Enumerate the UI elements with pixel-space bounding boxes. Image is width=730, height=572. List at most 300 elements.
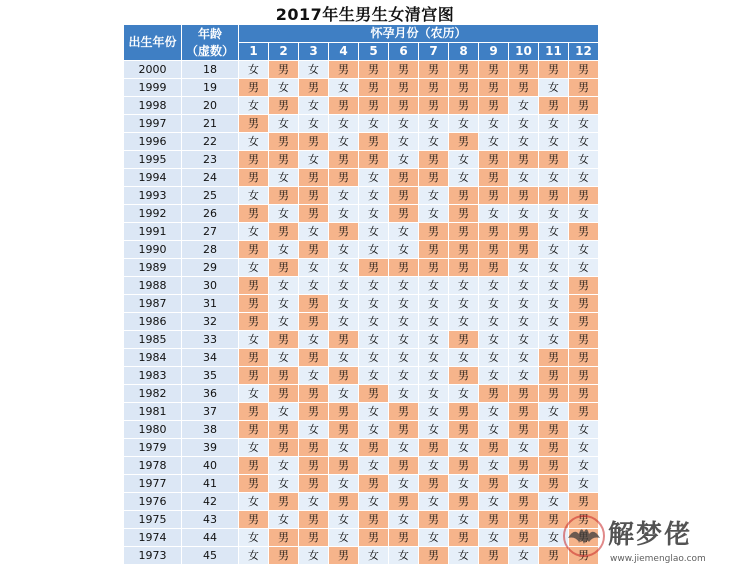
girl-cell: 女: [389, 223, 419, 241]
boy-cell: 男: [389, 259, 419, 277]
birth-year-cell: 1992: [124, 205, 182, 223]
girl-cell: 女: [479, 367, 509, 385]
boy-cell: 男: [509, 529, 539, 547]
girl-cell: 女: [539, 331, 569, 349]
table-row: [124, 313, 599, 331]
boy-cell: 男: [329, 547, 359, 565]
table-row: [124, 259, 599, 277]
girl-cell: 女: [359, 367, 389, 385]
boy-cell: 男: [539, 151, 569, 169]
girl-cell: 女: [539, 133, 569, 151]
age-cell: 29: [182, 259, 239, 277]
header-month-4: 4: [329, 43, 359, 61]
boy-cell: 男: [479, 475, 509, 493]
girl-cell: 女: [299, 331, 329, 349]
girl-cell: 女: [269, 79, 299, 97]
table-row: [124, 367, 599, 385]
boy-cell: 男: [299, 457, 329, 475]
boy-cell: 男: [479, 79, 509, 97]
girl-cell: 女: [479, 313, 509, 331]
boy-cell: 男: [329, 151, 359, 169]
boy-cell: 男: [329, 223, 359, 241]
girl-cell: 女: [389, 133, 419, 151]
boy-cell: 男: [269, 529, 299, 547]
header-month-7: 7: [419, 43, 449, 61]
girl-cell: 女: [299, 547, 329, 565]
boy-cell: 男: [569, 97, 599, 115]
girl-cell: 女: [449, 277, 479, 295]
birth-year-cell: 1991: [124, 223, 182, 241]
girl-cell: 女: [269, 313, 299, 331]
header-month-3: 3: [299, 43, 329, 61]
boy-cell: 男: [539, 547, 569, 565]
age-cell: 23: [182, 151, 239, 169]
boy-cell: 男: [299, 133, 329, 151]
table-row: [124, 133, 599, 151]
girl-cell: 女: [479, 133, 509, 151]
boy-cell: 男: [569, 331, 599, 349]
girl-cell: 女: [359, 547, 389, 565]
girl-cell: 女: [299, 421, 329, 439]
birth-year-cell: 1993: [124, 187, 182, 205]
boy-cell: 男: [539, 97, 569, 115]
boy-cell: 男: [569, 223, 599, 241]
girl-cell: 女: [359, 277, 389, 295]
boy-cell: 男: [419, 79, 449, 97]
age-cell: 41: [182, 475, 239, 493]
girl-cell: 女: [509, 295, 539, 313]
boy-cell: 男: [329, 367, 359, 385]
boy-cell: 男: [539, 187, 569, 205]
boy-cell: 男: [299, 529, 329, 547]
boy-cell: 男: [269, 223, 299, 241]
girl-cell: 女: [509, 133, 539, 151]
boy-cell: 男: [299, 475, 329, 493]
girl-cell: 女: [329, 133, 359, 151]
girl-cell: 女: [479, 295, 509, 313]
girl-cell: 女: [539, 403, 569, 421]
boy-cell: 男: [299, 205, 329, 223]
boy-cell: 男: [509, 511, 539, 529]
table-row: [124, 169, 599, 187]
boy-cell: 男: [509, 241, 539, 259]
boy-cell: 男: [449, 241, 479, 259]
girl-cell: 女: [419, 421, 449, 439]
age-cell: 27: [182, 223, 239, 241]
boy-cell: 男: [239, 367, 269, 385]
boy-cell: 男: [509, 61, 539, 79]
girl-cell: 女: [269, 169, 299, 187]
boy-cell: 男: [239, 403, 269, 421]
age-cell: 22: [182, 133, 239, 151]
girl-cell: 女: [389, 475, 419, 493]
header-birth-year: 出生年份: [124, 25, 182, 61]
boy-cell: 男: [479, 547, 509, 565]
boy-cell: 男: [419, 151, 449, 169]
page-title: 2017年生男生女清宫图: [275, 5, 455, 24]
boy-cell: 男: [359, 97, 389, 115]
header-age-line2: （虚数）: [185, 43, 234, 58]
bat-logo-icon: [562, 514, 606, 558]
girl-cell: 女: [569, 205, 599, 223]
boy-cell: 男: [419, 61, 449, 79]
girl-cell: 女: [239, 529, 269, 547]
boy-cell: 男: [299, 385, 329, 403]
boy-cell: 男: [389, 187, 419, 205]
girl-cell: 女: [569, 169, 599, 187]
boy-cell: 男: [239, 151, 269, 169]
boy-cell: 男: [299, 79, 329, 97]
boy-cell: 男: [239, 277, 269, 295]
boy-cell: 男: [239, 169, 269, 187]
boy-cell: 男: [389, 421, 419, 439]
boy-cell: 男: [479, 241, 509, 259]
table-row: [124, 151, 599, 169]
header-month-11: 11: [539, 43, 569, 61]
boy-cell: 男: [539, 511, 569, 529]
boy-cell: 男: [389, 529, 419, 547]
boy-cell: 男: [389, 205, 419, 223]
boy-cell: 男: [239, 115, 269, 133]
boy-cell: 男: [239, 421, 269, 439]
table-row: [124, 241, 599, 259]
boy-cell: 男: [299, 169, 329, 187]
girl-cell: 女: [269, 115, 299, 133]
boy-cell: 男: [509, 385, 539, 403]
age-cell: 43: [182, 511, 239, 529]
boy-cell: 男: [359, 385, 389, 403]
girl-cell: 女: [449, 511, 479, 529]
boy-cell: 男: [569, 547, 599, 565]
girl-cell: 女: [419, 331, 449, 349]
boy-cell: 男: [449, 529, 479, 547]
girl-cell: 女: [389, 151, 419, 169]
girl-cell: 女: [479, 421, 509, 439]
boy-cell: 男: [359, 79, 389, 97]
girl-cell: 女: [299, 493, 329, 511]
boy-cell: 男: [389, 403, 419, 421]
age-cell: 18: [182, 61, 239, 79]
girl-cell: 女: [299, 223, 329, 241]
girl-cell: 女: [419, 187, 449, 205]
girl-cell: 女: [569, 421, 599, 439]
birth-year-cell: 1978: [124, 457, 182, 475]
girl-cell: 女: [269, 457, 299, 475]
boy-cell: 男: [479, 439, 509, 457]
birth-year-cell: 1983: [124, 367, 182, 385]
boy-cell: 男: [329, 61, 359, 79]
boy-cell: 男: [419, 511, 449, 529]
boy-cell: 男: [359, 133, 389, 151]
boy-cell: 男: [509, 223, 539, 241]
boy-cell: 男: [479, 169, 509, 187]
table-row: [124, 439, 599, 457]
girl-cell: 女: [479, 349, 509, 367]
table-row: [124, 331, 599, 349]
girl-cell: 女: [239, 223, 269, 241]
table-row: [124, 457, 599, 475]
girl-cell: 女: [239, 187, 269, 205]
boy-cell: 男: [329, 457, 359, 475]
boy-cell: 男: [419, 223, 449, 241]
watermark-text: 解梦佬: [608, 520, 693, 550]
girl-cell: 女: [239, 493, 269, 511]
boy-cell: 男: [419, 259, 449, 277]
table-row: [124, 205, 599, 223]
header-month-8: 8: [449, 43, 479, 61]
boy-cell: 男: [269, 97, 299, 115]
boy-cell: 男: [509, 79, 539, 97]
girl-cell: 女: [389, 349, 419, 367]
boy-cell: 男: [449, 205, 479, 223]
boy-cell: 男: [269, 421, 299, 439]
birth-year-cell: 1994: [124, 169, 182, 187]
girl-cell: 女: [359, 421, 389, 439]
boy-cell: 男: [569, 295, 599, 313]
girl-cell: 女: [239, 61, 269, 79]
boy-cell: 男: [359, 151, 389, 169]
boy-cell: 男: [239, 79, 269, 97]
boy-cell: 男: [329, 421, 359, 439]
boy-cell: 男: [239, 313, 269, 331]
age-cell: 28: [182, 241, 239, 259]
girl-cell: 女: [239, 133, 269, 151]
girl-cell: 女: [299, 61, 329, 79]
girl-cell: 女: [269, 205, 299, 223]
boy-cell: 男: [449, 331, 479, 349]
boy-cell: 男: [329, 403, 359, 421]
girl-cell: 女: [419, 493, 449, 511]
boy-cell: 男: [419, 439, 449, 457]
girl-cell: 女: [389, 511, 419, 529]
girl-cell: 女: [539, 493, 569, 511]
boy-cell: 男: [449, 223, 479, 241]
girl-cell: 女: [389, 115, 419, 133]
boy-cell: 男: [239, 241, 269, 259]
boy-cell: 男: [479, 97, 509, 115]
boy-cell: 男: [569, 367, 599, 385]
boy-cell: 男: [479, 223, 509, 241]
girl-cell: 女: [539, 277, 569, 295]
boy-cell: 男: [269, 133, 299, 151]
girl-cell: 女: [239, 385, 269, 403]
boy-cell: 男: [239, 349, 269, 367]
age-cell: 20: [182, 97, 239, 115]
girl-cell: 女: [419, 349, 449, 367]
boy-cell: 男: [569, 61, 599, 79]
boy-cell: 男: [449, 97, 479, 115]
boy-cell: 男: [299, 187, 329, 205]
birth-year-cell: 1998: [124, 97, 182, 115]
birth-year-cell: 1995: [124, 151, 182, 169]
table-row: [124, 385, 599, 403]
table-row: [124, 295, 599, 313]
age-cell: 30: [182, 277, 239, 295]
birth-year-cell: 1981: [124, 403, 182, 421]
girl-cell: 女: [329, 205, 359, 223]
table-row: [124, 187, 599, 205]
boy-cell: 男: [479, 61, 509, 79]
boy-cell: 男: [269, 151, 299, 169]
table-row: [124, 511, 599, 529]
header-month-2: 2: [269, 43, 299, 61]
boy-cell: 男: [509, 403, 539, 421]
girl-cell: 女: [479, 331, 509, 349]
girl-cell: 女: [449, 349, 479, 367]
girl-cell: 女: [269, 349, 299, 367]
boy-cell: 男: [269, 331, 299, 349]
boy-cell: 男: [419, 475, 449, 493]
watermark-url: www.jiemenglao.com: [610, 554, 706, 564]
boy-cell: 男: [449, 457, 479, 475]
girl-cell: 女: [329, 277, 359, 295]
table-row: [124, 349, 599, 367]
boy-cell: 男: [269, 187, 299, 205]
boy-cell: 男: [449, 133, 479, 151]
boy-cell: 男: [449, 259, 479, 277]
girl-cell: 女: [569, 457, 599, 475]
boy-cell: 男: [389, 169, 419, 187]
girl-cell: 女: [509, 205, 539, 223]
boy-cell: 男: [269, 385, 299, 403]
table-row: [124, 61, 599, 79]
boy-cell: 男: [239, 457, 269, 475]
girl-cell: 女: [539, 313, 569, 331]
table-row: [124, 529, 599, 547]
age-cell: 35: [182, 367, 239, 385]
girl-cell: 女: [419, 385, 449, 403]
birth-year-cell: 2000: [124, 61, 182, 79]
girl-cell: 女: [359, 205, 389, 223]
girl-cell: 女: [359, 457, 389, 475]
girl-cell: 女: [329, 79, 359, 97]
girl-cell: 女: [299, 115, 329, 133]
boy-cell: 男: [329, 169, 359, 187]
girl-cell: 女: [329, 529, 359, 547]
girl-cell: 女: [419, 403, 449, 421]
girl-cell: 女: [539, 223, 569, 241]
girl-cell: 女: [389, 241, 419, 259]
girl-cell: 女: [419, 367, 449, 385]
boy-cell: 男: [539, 367, 569, 385]
boy-cell: 男: [569, 493, 599, 511]
girl-cell: 女: [569, 439, 599, 457]
header-month-10: 10: [509, 43, 539, 61]
girl-cell: 女: [359, 349, 389, 367]
girl-cell: 女: [539, 79, 569, 97]
age-cell: 45: [182, 547, 239, 565]
birth-year-cell: 1996: [124, 133, 182, 151]
boy-cell: 男: [509, 421, 539, 439]
girl-cell: 女: [569, 151, 599, 169]
boy-cell: 男: [419, 97, 449, 115]
boy-cell: 男: [539, 385, 569, 403]
boy-cell: 男: [539, 457, 569, 475]
girl-cell: 女: [539, 529, 569, 547]
boy-cell: 男: [239, 295, 269, 313]
age-cell: 34: [182, 349, 239, 367]
boy-cell: 男: [569, 385, 599, 403]
boy-cell: 男: [239, 205, 269, 223]
girl-cell: 女: [419, 295, 449, 313]
girl-cell: 女: [539, 241, 569, 259]
age-cell: 25: [182, 187, 239, 205]
girl-cell: 女: [509, 97, 539, 115]
girl-cell: 女: [539, 205, 569, 223]
header-row: [124, 25, 599, 43]
header-month-1: 1: [239, 43, 269, 61]
table-row: [124, 223, 599, 241]
age-cell: 32: [182, 313, 239, 331]
birth-year-cell: 1974: [124, 529, 182, 547]
girl-cell: 女: [479, 277, 509, 295]
boy-cell: 男: [509, 187, 539, 205]
birth-year-cell: 1980: [124, 421, 182, 439]
boy-cell: 男: [389, 79, 419, 97]
girl-cell: 女: [329, 439, 359, 457]
girl-cell: 女: [509, 115, 539, 133]
boy-cell: 男: [569, 79, 599, 97]
girl-cell: 女: [539, 169, 569, 187]
age-cell: 36: [182, 385, 239, 403]
girl-cell: 女: [419, 133, 449, 151]
boy-cell: 男: [269, 439, 299, 457]
girl-cell: 女: [419, 529, 449, 547]
birth-year-cell: 1979: [124, 439, 182, 457]
birth-year-cell: 1982: [124, 385, 182, 403]
girl-cell: 女: [329, 259, 359, 277]
header-months-label: 怀孕月份（农历）: [239, 25, 599, 43]
table-row: [124, 421, 599, 439]
girl-cell: 女: [449, 547, 479, 565]
girl-cell: 女: [269, 475, 299, 493]
header-month-6: 6: [389, 43, 419, 61]
girl-cell: 女: [509, 367, 539, 385]
girl-cell: 女: [509, 259, 539, 277]
table-row: [124, 547, 599, 565]
boy-cell: 男: [569, 511, 599, 529]
girl-cell: 女: [389, 385, 419, 403]
boy-cell: 男: [299, 439, 329, 457]
birth-year-cell: 1997: [124, 115, 182, 133]
boy-cell: 男: [509, 457, 539, 475]
boy-cell: 男: [449, 187, 479, 205]
boy-cell: 男: [449, 79, 479, 97]
girl-cell: 女: [329, 187, 359, 205]
birth-year-cell: 1987: [124, 295, 182, 313]
boy-cell: 男: [269, 493, 299, 511]
age-cell: 37: [182, 403, 239, 421]
age-cell: 38: [182, 421, 239, 439]
girl-cell: 女: [359, 115, 389, 133]
age-cell: 19: [182, 79, 239, 97]
birth-year-cell: 1999: [124, 79, 182, 97]
girl-cell: 女: [419, 313, 449, 331]
boy-cell: 男: [239, 475, 269, 493]
boy-cell: 男: [389, 457, 419, 475]
boy-cell: 男: [449, 61, 479, 79]
girl-cell: 女: [389, 313, 419, 331]
girl-cell: 女: [239, 259, 269, 277]
girl-cell: 女: [359, 313, 389, 331]
girl-cell: 女: [539, 259, 569, 277]
boy-cell: 男: [239, 511, 269, 529]
girl-cell: 女: [359, 169, 389, 187]
girl-cell: 女: [509, 439, 539, 457]
table-row: [124, 475, 599, 493]
girl-cell: 女: [509, 169, 539, 187]
boy-cell: 男: [299, 403, 329, 421]
